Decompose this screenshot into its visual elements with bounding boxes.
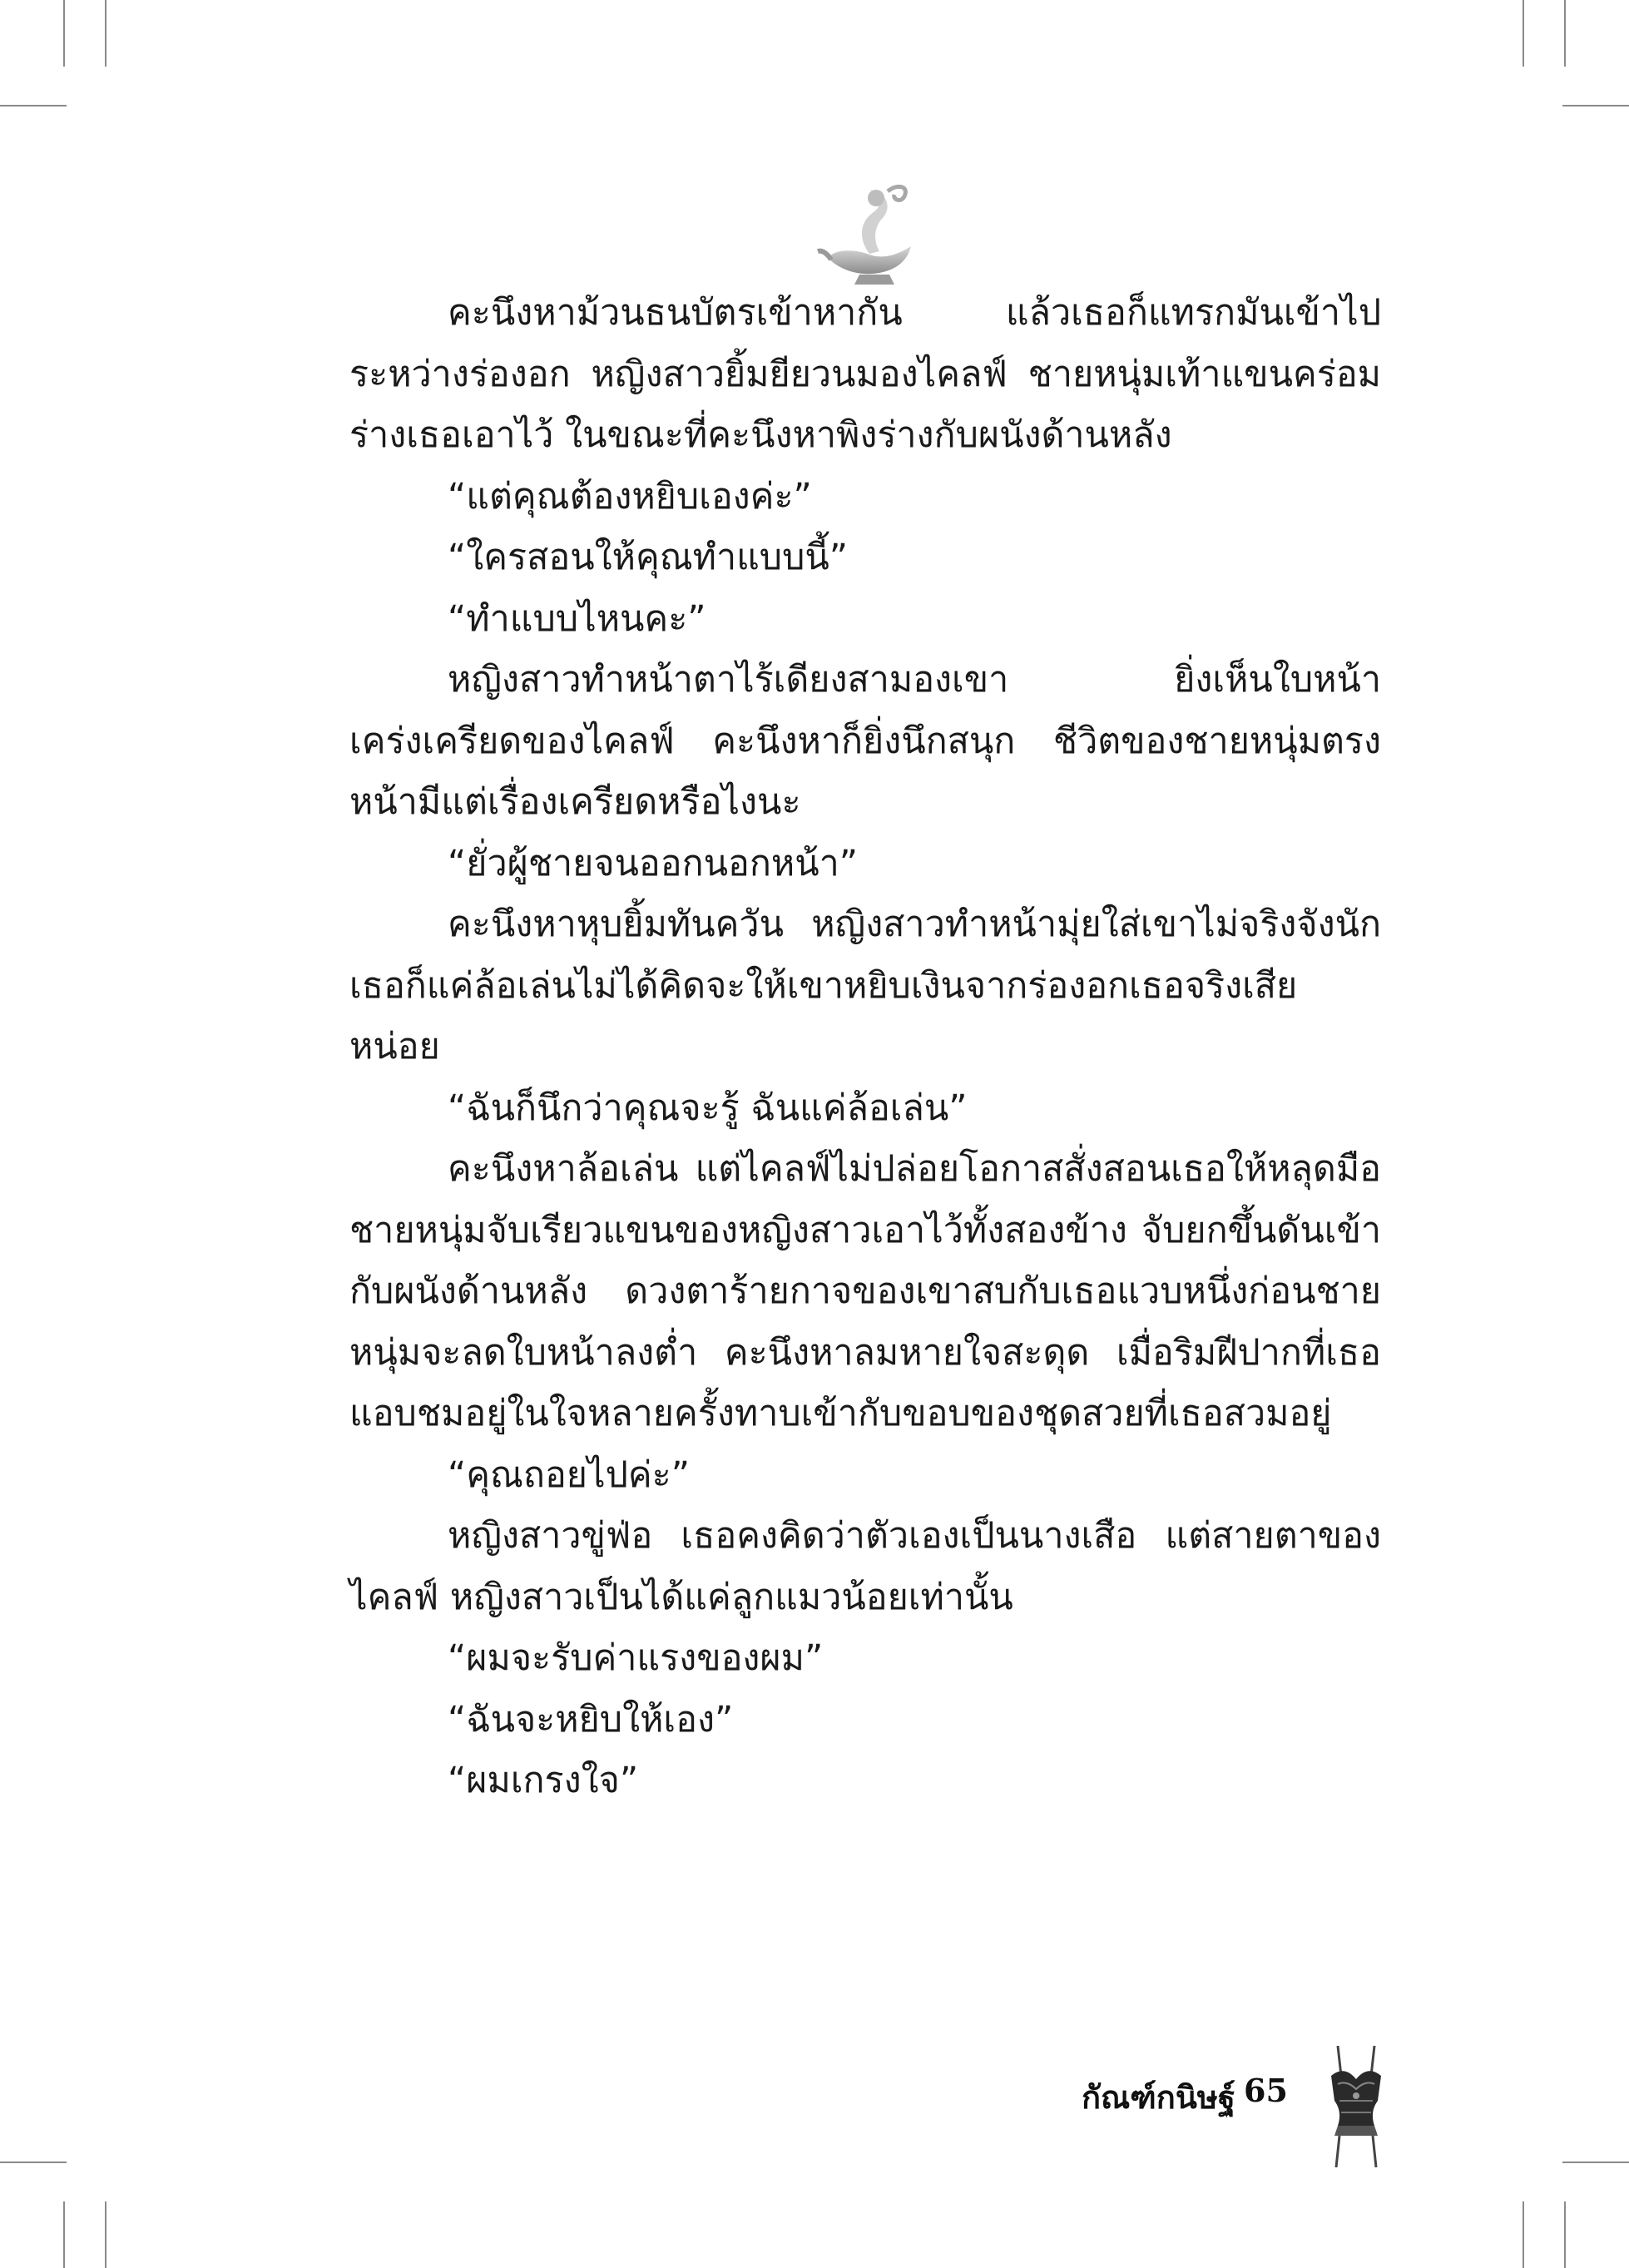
dialogue-line: “ใครสอนให้คุณทำแบบนี้”: [448, 537, 849, 578]
book-title: กัณฑ์กนิษฐ์: [1082, 2078, 1235, 2116]
paragraph: หญิงสาวทำหน้าตาไร้เดียงสามองเขา ยิ่งเห็นใบหน้าเคร่งเครียดของไคลฟ์ คะนึงหาก็ยิ่งนึกสนุก ชีวิตของชายหนุ่มตรงหน้ามีแต่เรื่องเครียดหรือไงนะ: [349, 659, 1381, 823]
page-body: [349, 283, 1381, 1812]
paragraph: หญิงสาวขู่ฟ่อ เธอคงคิดว่าตัวเองเป็นนางเสือ แต่สายตาของไคลฟ์ หญิงสาวเป็นได้แค่ลูกแมวน้อยเท่านั้น: [349, 1515, 1381, 1618]
crop-mark: [0, 105, 67, 106]
crop-mark: [105, 0, 106, 67]
dialogue-line: “ผมเกรงใจ”: [448, 1760, 639, 1801]
dialogue-line: “ผมจะรับค่าแรงของผม”: [448, 1637, 824, 1679]
paragraph: คะนึงหาหุบยิ้มทันควัน หญิงสาวทำหน้ามุ่ยใส่เขาไม่จริงจังนักเธอก็แค่ล้อเล่นไม่ได้คิดจะให้เขาหยิบเงินจากร่องอกเธอจริงเสียหน่อย: [349, 904, 1381, 1067]
dialogue-line: “ทำแบบไหนคะ”: [448, 597, 706, 640]
dialogue-line: “แต่คุณต้องหยิบเองค่ะ”: [448, 475, 812, 517]
crop-mark: [63, 0, 65, 67]
dialogue-line: “ฉันจะหยิบให้เอง”: [448, 1698, 734, 1741]
dialogue-line: “ยั่วผู้ชายจนออกนอกหน้า”: [448, 842, 859, 884]
crop-mark: [105, 2201, 106, 2268]
crop-mark: [1562, 2162, 1629, 2163]
crop-mark: [1564, 0, 1566, 67]
crop-mark: [1564, 2201, 1566, 2268]
paragraph: คะนึงหาม้วนธนบัตรเข้าหากัน แล้วเธอก็แทรกมันเข้าไประหว่างร่องอก หญิงสาวยิ้มยียวนมองไคลฟ์ ชายหนุ่มเท้าแขนคร่อมร่างเธอเอาไว้ ในขณะที่คะนึงหาพิงร่างกับผนังด้านหลัง: [349, 292, 1381, 456]
crop-mark: [1523, 0, 1524, 67]
crop-mark: [63, 2201, 65, 2268]
crop-mark: [1562, 105, 1629, 106]
crop-mark: [1523, 2201, 1524, 2268]
dialogue-line: “ฉันก็นึกว่าคุณจะรู้ ฉันแค่ล้อเล่น”: [448, 1087, 968, 1129]
corset-icon: [1323, 2043, 1389, 2171]
crop-mark: [0, 2162, 67, 2163]
page-number: 65: [1244, 2072, 1288, 2109]
dialogue-line: “คุณถอยไปค่ะ”: [448, 1453, 691, 1496]
paragraph: คะนึงหาล้อเล่น แต่ไคลฟ์ไม่ปล่อยโอกาสสั่งสอนเธอให้หลุดมือชายหนุ่มจับเรียวแขนของหญิงสาวเอาไว้ทั้งสองข้าง จับยกขึ้นดันเข้ากับผนังด้านหลัง ดวงตาร้ายกาจของเขาสบกับเธอแวบหนึ่งก่อนชายหนุ่มจะลดใบหน้าลงต่ำ คะนึงหาลมหายใจสะดุด เมื่อริมฝีปากที่เธอแอบชมอยู่ในใจหลายครั้งทาบเข้ากับขอบของชุดสวยที่เธอสวมอยู่: [349, 1148, 1381, 1434]
genie-lamp-icon: [811, 175, 928, 300]
